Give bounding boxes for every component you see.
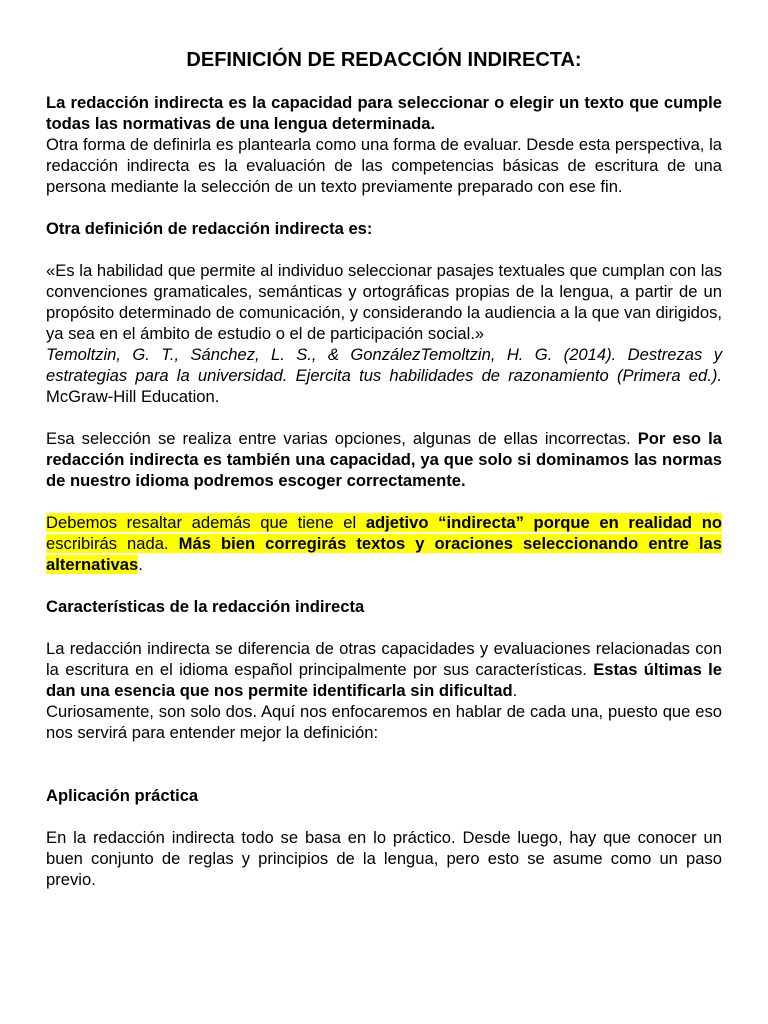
selection-paragraph <box>46 428 722 491</box>
highlight-text-2: escribirás nada. <box>46 534 179 553</box>
citation-paragraph <box>46 344 722 407</box>
highlight-bold-2: Más bien corregirás textos y oraciones seleccionando entre las alternativas <box>46 534 723 574</box>
characteristics-text-1: La redacción indirecta se diferencia de otras capacidades y evaluaciones relacionadas con la escritura en el idioma español principalmente por sus características. <box>46 639 722 679</box>
document-body <box>46 46 722 890</box>
highlight-text-3: . <box>138 555 143 574</box>
characteristics-text-2: . <box>512 681 518 700</box>
characteristics-heading: Características de la redacción indirecta <box>46 597 365 616</box>
selection-text: Esa selección se realiza entre varias opciones, algunas de ellas incorrectas. <box>46 429 638 448</box>
definition-paragraph <box>46 92 722 134</box>
characteristics-bold-text: Estas últimas le dan una esencia que nos permite identificarla sin dificultad <box>46 660 723 700</box>
practical-application-paragraph: En la redacción indirecta todo se basa en lo práctico. Desde luego, hay que conocer un buen conjunto de reglas y principios de la lengua, pero esto se asume como un paso previo. <box>46 828 722 889</box>
definition-detail-paragraph <box>46 134 722 197</box>
highlighted-paragraph <box>46 512 722 575</box>
definition-bold-text: La redacción indirecta es la capacidad para seleccionar o elegir un texto que cumple todas las normativas de una lengua determinada. <box>46 93 722 133</box>
quote-paragraph <box>46 260 722 344</box>
characteristics-text-3: Curiosamente, son solo dos. Aquí nos enfocaremos en hablar de cada una, puesto que eso nos servirá para entender mejor la definición: <box>46 702 722 742</box>
highlight-text-1: Debemos resaltar además que tiene el <box>46 513 366 532</box>
practical-application-heading: Aplicación práctica <box>46 786 199 805</box>
definition-detail-text: Otra forma de definirla es plantearla como una forma de evaluar. Desde esta perspectiva, la redacción indirecta es la evaluación de las competencias básicas de escritura de una persona mediante la selección de un texto previamente preparado con ese fin. <box>46 135 722 196</box>
characteristics-paragraph <box>46 638 722 701</box>
quote-text: «Es la habilidad que permite al individuo seleccionar pasajes textuales que cumplan con las convenciones gramaticales, semánticas y ortográficas propias de la lengua, a partir de un propósito determinado de comunicación, y considerando la audiencia a la que van dirigidos, ya sea en el ámbito de estudio o el de participación social.» <box>46 261 722 343</box>
characteristics-followup-paragraph <box>46 701 722 743</box>
citation-italic-text: Temoltzin, G. T., Sánchez, L. S., & GonzálezTemoltzin, H. G. (2014). Destrezas y estrategias para la universidad. Ejercita tus habilidades de razonamiento (Primera ed.). <box>46 345 722 385</box>
other-definition-heading: Otra definición de redacción indirecta es: <box>46 219 373 238</box>
selection-bold-text: Por eso la redacción indirecta es también una capacidad, ya que solo si dominamos las normas de nuestro idioma podremos escoger correctamente. <box>46 429 722 490</box>
page-title: DEFINICIÓN DE REDACCIÓN INDIRECTA: <box>186 49 582 71</box>
citation-publisher-text: McGraw-Hill Education. <box>46 387 220 406</box>
highlight-bold-1: adjetivo “indirecta” porque en realidad no <box>365 513 722 532</box>
